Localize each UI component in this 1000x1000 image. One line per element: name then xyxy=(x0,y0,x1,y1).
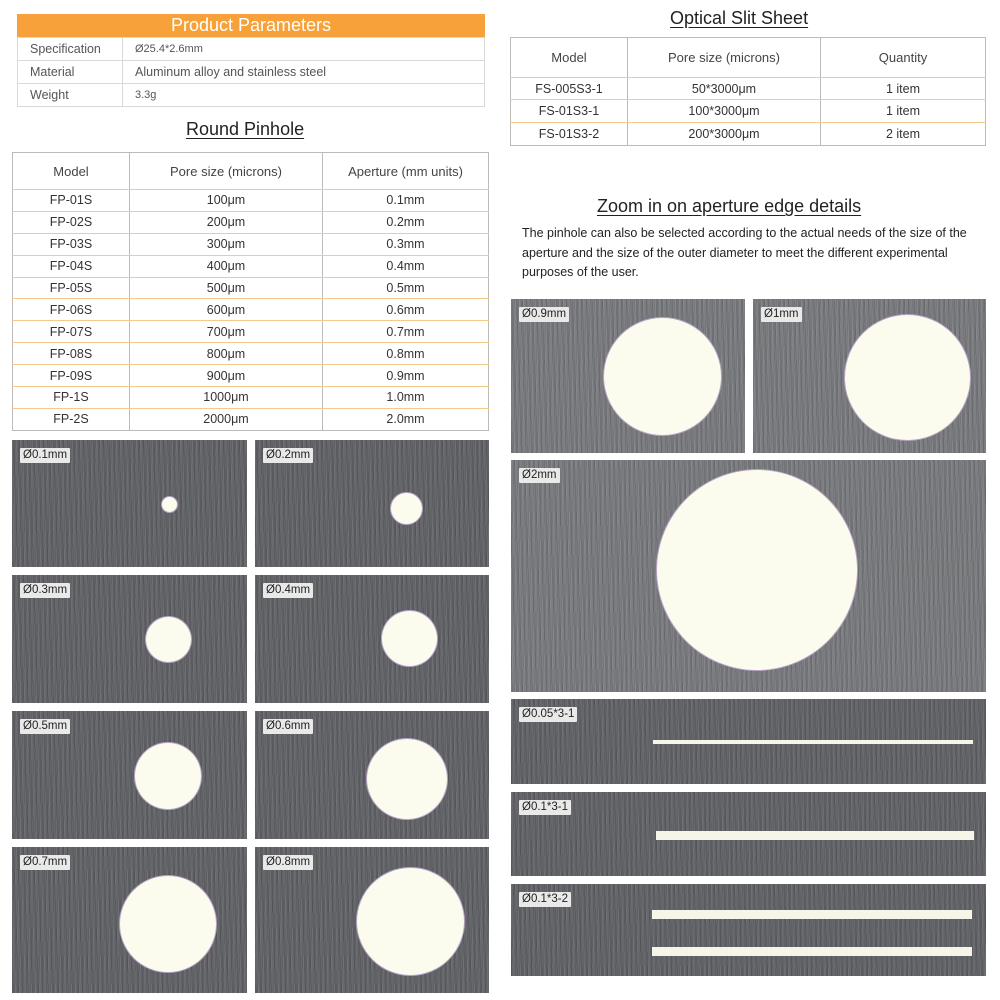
table-cell: 300μm xyxy=(130,233,323,255)
table-cell: 0.4mm xyxy=(323,255,489,277)
table-row xyxy=(13,365,489,387)
table-cell: 0.9mm xyxy=(323,365,489,387)
table-row xyxy=(13,299,489,321)
table-cell: 200*3000μm xyxy=(628,123,821,146)
round-pinhole-title: Round Pinhole xyxy=(186,119,305,139)
aperture-label: Ø0.5mm xyxy=(20,719,70,734)
table-cell: FP-09S xyxy=(13,365,130,387)
micrograph-pinhole-2mm xyxy=(511,460,986,692)
pinhole-aperture xyxy=(367,739,447,819)
table-cell: 100*3000μm xyxy=(628,100,821,123)
table-cell: 1.0mm xyxy=(323,387,489,409)
pinhole-aperture xyxy=(120,876,216,972)
column-header: Quantity xyxy=(821,38,986,78)
micrograph-pinhole-0.5mm xyxy=(12,711,247,839)
column-header: Model xyxy=(13,153,130,190)
table-cell: FP-03S xyxy=(13,233,130,255)
table-row xyxy=(13,190,489,212)
table-cell: FP-08S xyxy=(13,343,130,365)
table-cell: 0.3mm xyxy=(323,233,489,255)
pinhole-aperture xyxy=(845,315,970,440)
table-cell: 1000μm xyxy=(130,387,323,409)
column-header: Pore size (microns) xyxy=(628,38,821,78)
table-cell: 100μm xyxy=(130,190,323,212)
table-row xyxy=(13,255,489,277)
param-key: Weight xyxy=(18,84,123,107)
table-cell: 1 item xyxy=(821,78,986,100)
slit-sheet-table xyxy=(510,37,986,146)
micrograph-pinhole-0.9mm xyxy=(511,299,745,453)
micrograph-pinhole-0.6mm xyxy=(255,711,489,839)
aperture-label: Ø0.1mm xyxy=(20,448,70,463)
aperture-label: Ø0.9mm xyxy=(519,307,569,322)
product-parameters-table xyxy=(17,37,485,107)
table-cell: FP-1S xyxy=(13,387,130,409)
pinhole-aperture xyxy=(391,493,422,524)
aperture-label: Ø1mm xyxy=(761,307,802,322)
micrograph-pinhole-1mm xyxy=(753,299,986,453)
table-row xyxy=(13,321,489,343)
aperture-label: Ø0.8mm xyxy=(263,855,313,870)
aperture-label: Ø0.7mm xyxy=(20,855,70,870)
table-cell: 400μm xyxy=(130,255,323,277)
table-cell: FS-01S3-2 xyxy=(511,123,628,146)
column-header: Pore size (microns) xyxy=(130,153,323,190)
table-row xyxy=(13,233,489,255)
table-cell: 0.2mm xyxy=(323,211,489,233)
slit-sheet-title: Optical Slit Sheet xyxy=(670,8,809,28)
table-cell: 600μm xyxy=(130,299,323,321)
table-row xyxy=(13,277,489,299)
zoom-description: The pinhole can also be selected according to the actual needs of the size of the aperture and the size of the outer diameter to meet the different experimental purposes of the user. xyxy=(522,226,967,279)
table-cell: 800μm xyxy=(130,343,323,365)
aperture-label: Ø2mm xyxy=(519,468,560,483)
table-cell: FP-07S xyxy=(13,321,130,343)
micrograph-slit-0.1x3-1 xyxy=(511,792,986,876)
table-row xyxy=(13,387,489,409)
table-cell: 900μm xyxy=(130,365,323,387)
micrograph-slit-0.05x3-1 xyxy=(511,699,986,784)
table-row xyxy=(511,78,986,100)
table-cell: 0.6mm xyxy=(323,299,489,321)
table-cell: FP-05S xyxy=(13,277,130,299)
table-cell: 2 item xyxy=(821,123,986,146)
product-parameters-title: Product Parameters xyxy=(17,14,485,37)
table-cell: FP-02S xyxy=(13,211,130,233)
table-cell: 0.1mm xyxy=(323,190,489,212)
round-pinhole-table xyxy=(12,152,489,431)
pinhole-aperture xyxy=(657,470,857,670)
column-header: Model xyxy=(511,38,628,78)
micrograph-pinhole-0.7mm xyxy=(12,847,247,993)
table-header-row xyxy=(13,153,489,190)
table-cell: FP-01S xyxy=(13,190,130,212)
table-cell: 2.0mm xyxy=(323,408,489,430)
pinhole-aperture xyxy=(135,743,201,809)
table-cell: FP-06S xyxy=(13,299,130,321)
slit-opening xyxy=(656,831,974,840)
pinhole-aperture xyxy=(382,611,437,666)
table-cell: 0.7mm xyxy=(323,321,489,343)
zoom-title: Zoom in on aperture edge details xyxy=(597,196,862,216)
param-key: Specification xyxy=(18,38,123,61)
slit-opening xyxy=(652,910,972,919)
table-row xyxy=(13,408,489,430)
micrograph-pinhole-0.3mm xyxy=(12,575,247,703)
param-key: Material xyxy=(18,61,123,84)
param-row xyxy=(18,61,485,84)
param-value: Ø25.4*2.6mm xyxy=(123,38,485,61)
table-cell: 0.5mm xyxy=(323,277,489,299)
aperture-label: Ø0.4mm xyxy=(263,583,313,598)
pinhole-aperture xyxy=(146,617,191,662)
table-row xyxy=(13,343,489,365)
pinhole-aperture xyxy=(357,868,464,975)
column-header: Aperture (mm units) xyxy=(323,153,489,190)
table-header-row xyxy=(511,38,986,78)
aperture-label: Ø0.2mm xyxy=(263,448,313,463)
table-cell: FP-04S xyxy=(13,255,130,277)
param-row xyxy=(18,38,485,61)
micrograph-pinhole-0.4mm xyxy=(255,575,489,703)
table-row xyxy=(511,100,986,123)
table-cell: FP-2S xyxy=(13,408,130,430)
table-row xyxy=(13,211,489,233)
table-cell: 1 item xyxy=(821,100,986,123)
table-cell: FS-005S3-1 xyxy=(511,78,628,100)
table-cell: 200μm xyxy=(130,211,323,233)
table-cell: 50*3000μm xyxy=(628,78,821,100)
slit-opening xyxy=(652,947,972,956)
table-cell: 2000μm xyxy=(130,408,323,430)
micrograph-pinhole-0.8mm xyxy=(255,847,489,993)
table-cell: 700μm xyxy=(130,321,323,343)
aperture-label: Ø0.6mm xyxy=(263,719,313,734)
product-parameters xyxy=(17,14,485,107)
aperture-label: Ø0.3mm xyxy=(20,583,70,598)
slit-opening xyxy=(653,740,973,744)
param-value: Aluminum alloy and stainless steel xyxy=(123,61,485,84)
table-cell: 0.8mm xyxy=(323,343,489,365)
micrograph-pinhole-0.1mm xyxy=(12,440,247,567)
micrograph-slit-0.1x3-2 xyxy=(511,884,986,976)
param-row xyxy=(18,84,485,107)
param-value: 3.3g xyxy=(123,84,485,107)
pinhole-aperture xyxy=(162,497,177,512)
table-cell: 500μm xyxy=(130,277,323,299)
micrograph-pinhole-0.2mm xyxy=(255,440,489,567)
table-row xyxy=(511,123,986,146)
aperture-label: Ø0.1*3-2 xyxy=(519,892,571,907)
table-cell: FS-01S3-1 xyxy=(511,100,628,123)
aperture-label: Ø0.1*3-1 xyxy=(519,800,571,815)
aperture-label: Ø0.05*3-1 xyxy=(519,707,577,722)
pinhole-aperture xyxy=(604,318,721,435)
